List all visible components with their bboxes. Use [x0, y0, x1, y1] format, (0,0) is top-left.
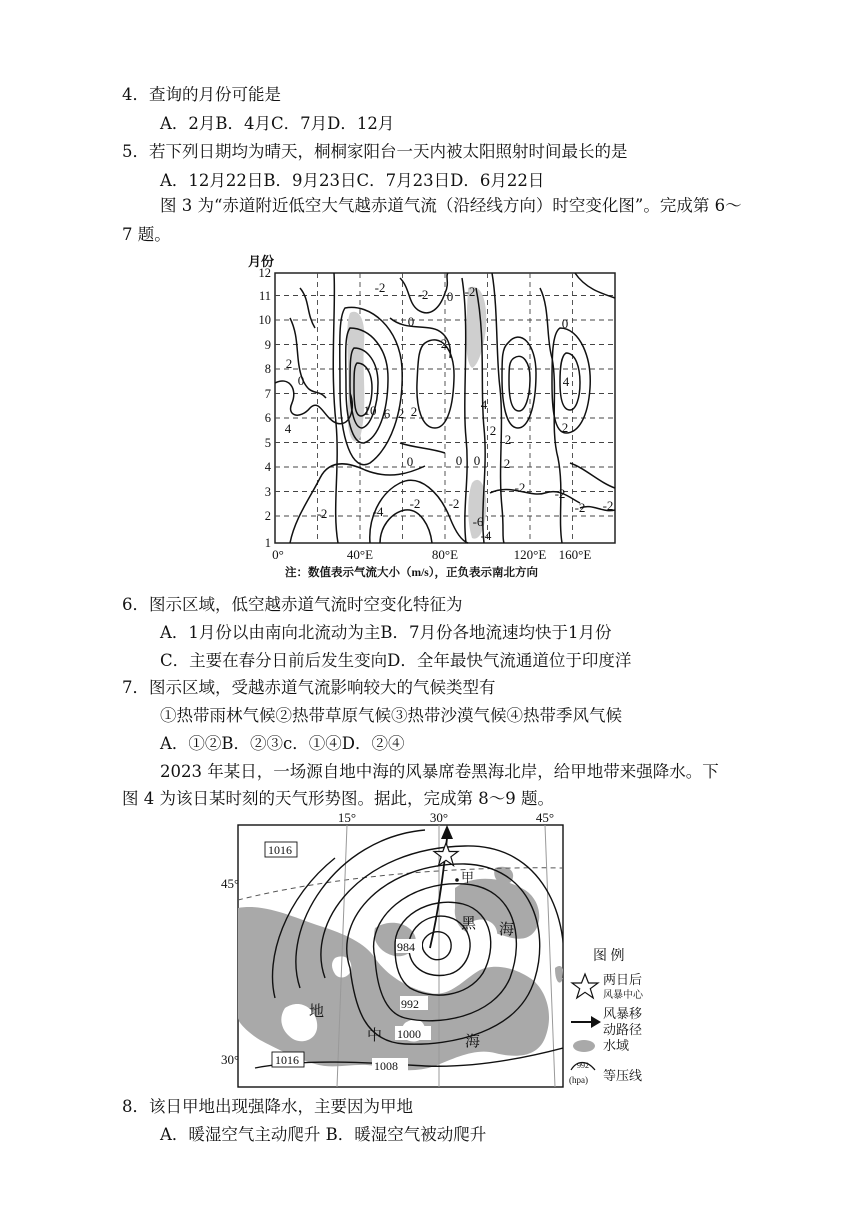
intro-8-9-line1: 2023 年某日，一场源自地中海的风暴席卷黑海北岸，给甲地带来强降水。下 — [160, 762, 719, 781]
fig4-legend-star-label2: 风暴中心 — [603, 990, 643, 1001]
q7-items: ①热带雨林气候②热带草原气候③热带沙漠气候④热带季风气候 — [160, 706, 622, 725]
fig3-contour-label: 2 — [489, 423, 497, 438]
fig4-legend-arrow-label2: 动路径 — [603, 1022, 643, 1037]
fig3-ytick-9: 9 — [264, 338, 271, 352]
fig3-contour-label: 2 — [410, 404, 418, 419]
fig4-legend-isobar-label: 等压线 — [603, 1068, 643, 1083]
fig3-contour-label: -2 — [316, 506, 328, 521]
fig4-place-hai-med: 海 — [465, 1034, 481, 1050]
fig4-place-zhong: 中 — [367, 1028, 383, 1044]
fig4-place-jia: 甲 — [461, 870, 475, 885]
fig3-ytick-5: 5 — [264, 436, 271, 450]
fig4-lat-30: 30° — [221, 1052, 240, 1067]
figure-4-weather-map — [221, 808, 665, 1093]
fig3-ytick-6: 6 — [264, 411, 271, 425]
fig3-contour-label: 6 — [383, 406, 391, 421]
fig4-place-hai-black-sea: 海 — [499, 922, 515, 938]
fig4-lon-15: 15° — [337, 810, 357, 825]
intro-6-7-line1: 图 3 为“赤道附近低空大气越赤道气流（沿经线方向）时空变化图”。完成第 6～ — [160, 196, 742, 215]
fig3-contour-label: 0 — [446, 289, 454, 304]
fig3-ytick-12: 12 — [258, 266, 271, 280]
fig4-lon-45: 45° — [535, 810, 555, 825]
intro-6-7-line2: 7 题。 — [122, 225, 171, 244]
q5-stem: 5．若下列日期均为晴天，桐桐家阳台一天内被太阳照射时间最长的是 — [122, 142, 628, 161]
fig3-xtick-120e: 120°E — [513, 547, 547, 562]
fig4-isobar-label: 984 — [397, 940, 415, 954]
q7-stem: 7．图示区域，受越赤道气流影响较大的气候类型有 — [122, 678, 496, 697]
fig3-contour-label: -2 — [448, 496, 460, 511]
fig3-ytick-11: 11 — [258, 289, 271, 303]
q6-options-cd: C．主要在春分日前后发生变向D．全年最快气流通道位于印度洋 — [160, 651, 632, 670]
fig3-xtick-0: 0° — [272, 547, 284, 562]
fig3-contour-label: 0 — [455, 453, 463, 468]
fig3-ytick-3: 3 — [264, 485, 271, 499]
q5-options: A．12月22日B．9月23日C．7月23日D．6月22日 — [160, 171, 545, 190]
fig3-contour-label: 0 — [297, 373, 305, 388]
fig3-contour-label: -2 — [554, 486, 566, 501]
fig3-contour-label: 4 — [284, 421, 292, 436]
fig3-contour-label: 2 — [503, 456, 511, 471]
fig4-isobar-label: 1000 — [397, 1027, 421, 1041]
fig4-legend-arrow-label1: 风暴移 — [603, 1006, 643, 1021]
fig3-ytick-4: 4 — [264, 460, 271, 474]
fig3-xtick-160e: 160°E — [558, 547, 592, 562]
fig3-contour-label: -2 — [602, 498, 614, 513]
fig3-contour-label: -2 — [409, 496, 421, 511]
intro-8-9-line2: 图 4 为该日某时刻的天气形势图。据此，完成第 8～9 题。 — [122, 789, 554, 808]
fig3-ytick-10: 10 — [258, 313, 271, 327]
fig3-contour-label: -4 — [372, 504, 384, 519]
fig3-contour-label: 0 — [561, 316, 569, 331]
fig3-ytick-7: 7 — [264, 387, 271, 401]
fig4-legend-title: 图 例 — [593, 949, 625, 964]
fig3-contour-label: 2 — [285, 356, 293, 371]
fig3-contour-label: 10 — [363, 403, 377, 418]
fig3-ytick-1: 1 — [264, 536, 271, 550]
fig3-ytick-8: 8 — [264, 362, 271, 376]
fig3-contour-label: -2 — [574, 500, 586, 515]
fig3-ylabel: 月份 — [248, 254, 275, 269]
fig4-legend — [569, 948, 644, 1085]
fig3-xtick-80e: 80°E — [431, 547, 459, 562]
fig3-contour-label: 0 — [406, 454, 414, 469]
fig3-contour-label: 4 — [480, 397, 488, 412]
fig4-legend-star-label1: 两日后 — [603, 972, 643, 987]
fig3-contour-label: -6 — [472, 514, 484, 529]
fig4-isobar-label: 1016 — [268, 843, 292, 857]
fig4-isobar-label: 1016 — [275, 1053, 299, 1067]
fig3-contour-label: 0 — [407, 314, 415, 329]
q8-options: A．暖湿空气主动爬升 B．暖湿空气被动爬升 — [160, 1125, 487, 1144]
q4-options: A．2月B．4月C．7月D．12月 — [160, 114, 395, 133]
q7-options: A．①②B．②③c．①④D．②④ — [160, 734, 405, 753]
fig3-contour-label: -2 — [514, 480, 526, 495]
fig4-isobar-label: 1008 — [374, 1059, 398, 1073]
figure-3-cross-equatorial-flow — [240, 248, 640, 584]
fig3-contour-label: 2 — [397, 406, 405, 421]
q6-stem: 6．图示区域，低空越赤道气流时空变化特征为 — [122, 595, 463, 614]
fig3-contour-label: 0 — [473, 453, 481, 468]
q8-stem: 8．该日甲地出现强降水，主要因为甲地 — [122, 1097, 413, 1116]
fig4-legend-isobar-unit: (hpa) — [569, 1075, 588, 1085]
q4-stem: 4．查询的月份可能是 — [122, 85, 281, 104]
fig3-xtick-40e: 40°E — [346, 547, 374, 562]
fig3-contour-label: -2 — [417, 287, 429, 302]
fig4-place-di: 地 — [309, 1004, 325, 1020]
fig3-contour-label: -2 — [464, 284, 476, 299]
q6-options-ab: A．1月份以由南向北流动为主B．7月份各地流速均快于1月份 — [160, 623, 612, 642]
fig4-place-hei: 黑 — [461, 916, 477, 932]
fig4-legend-isobar-value: 992 — [577, 1061, 589, 1070]
fig3-contour-label: 2 — [504, 432, 512, 447]
fig3-contour-label: 4 — [562, 374, 570, 389]
fig4-lat-45: 45° — [221, 876, 240, 891]
fig3-ytick-2: 2 — [264, 509, 271, 523]
fig4-legend-water-label: 水域 — [603, 1038, 630, 1053]
fig4-lon-30: 30° — [429, 810, 449, 825]
fig3-contour-label: -4 — [480, 528, 492, 543]
fig4-isobar-label: 992 — [401, 997, 419, 1011]
fig3-contour-label: 2 — [440, 336, 448, 351]
fig3-contour-label: 2 — [561, 420, 569, 435]
fig3-note: 注：数值表示气流大小（m/s），正负表示南北方向 — [285, 567, 538, 579]
fig3-contour-label: -2 — [374, 280, 386, 295]
